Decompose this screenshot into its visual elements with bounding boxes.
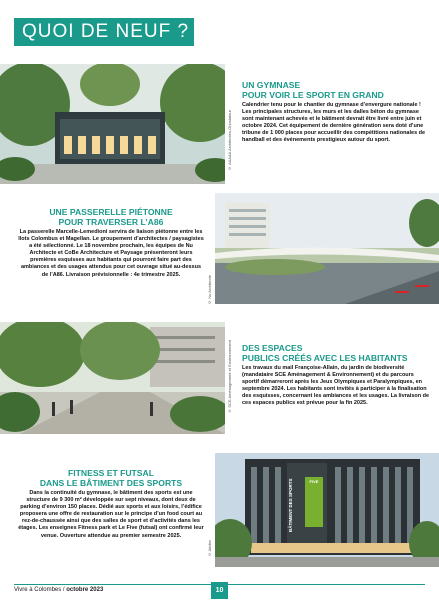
passerelle-body: La passerelle Marcelle-Lemedioni servira de liaison piétonne entre les îlots Colombus et Magellan. Le groupement d’architectes / paysagistes a été sélectionné. Le 18 novembre prochain, les équipes de Nu Architecte et CoBe Architecture et Paysage présenteront leurs premières esquisses aux habitants qui pourront faire part des ambiances et des usages attendus pour cet ouvrage situé au-dessus de l’A86. Livraison prévisionnelle : 4e trimestre 2025.	[18, 229, 204, 278]
passerelle-title-line2: POUR TRAVERSER L’A86	[58, 217, 164, 227]
passerelle-title-line1: UNE PASSERELLE PIÉTONNE	[49, 207, 173, 217]
footer-publication: Vivre à Colombes / octobre 2023	[14, 587, 104, 593]
fitness-photo-credit: © Atelier	[207, 540, 212, 558]
gymnase-title-line2: POUR VOIR LE SPORT EN GRAND	[242, 90, 384, 100]
fitness-body: Dans la continuité du gymnase, le bâtiment des sports est une structure de 9 300 m² développée sur sept niveaux, dont deux de parking d’environ 150 places. Dédié aux sports et aux loisirs, l’édifice proposera une offre de restauration sur le principe d’un food court au rez-de-chaussée ainsi que des salles de sport et d’activités dans les étages. Les enseignes Fitness park et Le Five (futsal) ont confirmé leur venue. Ouverture attendue au premier semestre 2025.	[18, 490, 204, 539]
page-header-title: QUOI DE NEUF ?	[22, 21, 190, 42]
espaces-publics-title-line2: PUBLICS CRÉÉS AVEC LES HABITANTS	[242, 353, 408, 363]
fitness-building-sign: BÂTIMENT DES SPORTS	[288, 478, 293, 532]
espaces-publics-photo-credit: © SCE Aménagement et Environnement	[227, 340, 232, 414]
passerelle-title	[22, 207, 200, 227]
fitness-title-line2: DANS LE BÂTIMENT DES SPORTS	[39, 478, 183, 488]
fitness-brand-sign: FIVE	[309, 479, 319, 484]
page-footer	[0, 576, 439, 600]
footer-publication-name: Vivre à Colombes	[14, 587, 62, 593]
passerelle-photo-credit: © Nu Architecte	[207, 275, 212, 305]
footer-issue: octobre 2023	[66, 587, 104, 593]
fitness-photo	[215, 453, 439, 567]
espaces-publics-body: Les travaux du mail Françoise-Allain, du jardin de biodiversité (mandataire SCE Aménagement & Environnement) et du parcours sportif démarreront après les Jeux Olympiques et Paralympiques, en septembre 2024. Les habitants sont invités à participer à la finalisation des esquisses, concernant les ambiances et les usages. La livraison de ces espaces publics est prévue pour la fin 2025.	[242, 365, 430, 407]
gymnase-photo-credit: © AAA&A Architectes-Ghostateur	[227, 110, 232, 171]
gymnase-title-line1: UN GYMNASE	[242, 80, 301, 90]
espaces-publics-photo	[0, 322, 225, 434]
espaces-publics-title-line1: DES ESPACES	[242, 343, 303, 353]
passerelle-photo	[215, 193, 439, 304]
fitness-title-line1: FITNESS ET FUTSAL	[68, 468, 154, 478]
fitness-title	[22, 468, 200, 488]
page-number: 10	[211, 582, 228, 599]
gymnase-photo	[0, 64, 225, 184]
gymnase-title	[242, 80, 427, 100]
gymnase-body: Calendrier tenu pour le chantier du gymnase d’envergure nationale ! Les principales structures, les murs et les dalles béton du gymnase sont maintenant achevés et le bâtiment devrait être livré entre juin et octobre 2024. Cet équipement de dernière génération sera doté d’une tribune de 1 000 places pour accueillir des compétitions nationales de handball et des événements prestigieux autour du sport.	[242, 102, 426, 144]
espaces-publics-title	[242, 343, 432, 363]
page-header	[14, 18, 194, 46]
